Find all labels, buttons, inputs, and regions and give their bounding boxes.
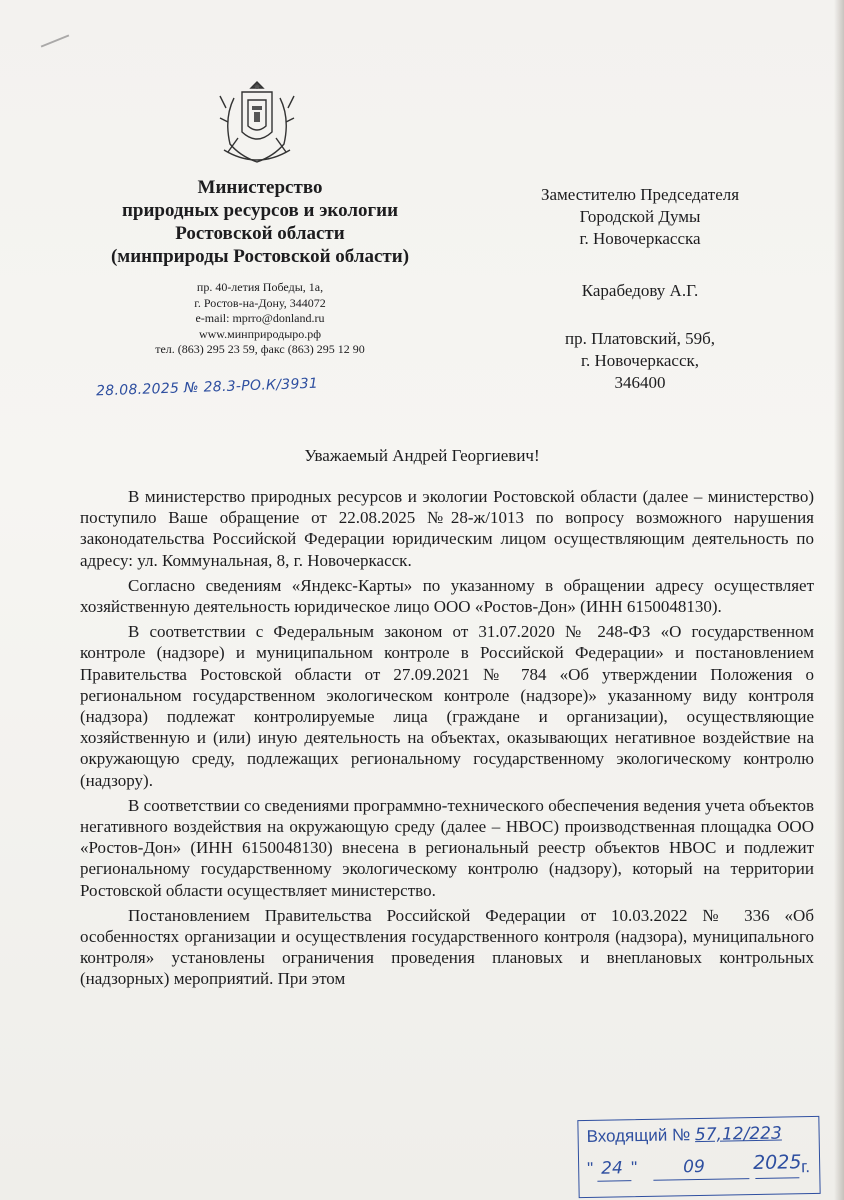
paper-edge-shadow <box>834 0 844 1200</box>
stamp-year-underline <box>755 1177 799 1179</box>
address-line: г. Ростов-на-Дону, 344072 <box>194 295 326 310</box>
stamp-quote-open: " <box>587 1158 594 1178</box>
recipient-address-line: пр. Платовский, 59б, <box>565 329 715 348</box>
stamp-month: 09 <box>683 1156 705 1178</box>
stamp-incoming-number: 57,12/223 <box>694 1123 782 1146</box>
phone-fax-line: тел. (863) 295 23 59, факс (863) 295 12 90 <box>155 342 365 356</box>
stamp-number-row <box>586 1124 782 1147</box>
body-paragraph: Постановлением Правительства Российской Федерации от 10.03.2022 № 336 «Об особенностях организации и осуществления государственного контроля (надзора), муниципального контроля» установлены ограничения проведения плановых и внеплановых контрольных (надзорных) мероприятий. При этом <box>80 905 814 989</box>
sender-address <box>70 280 450 358</box>
recipient-name: Карабедову А.Г. <box>581 281 699 300</box>
recipient-address-line: г. Новочеркасск, <box>580 351 700 370</box>
org-line: природных ресурсов и экологии <box>121 200 399 221</box>
stamp-year-suffix: г. <box>801 1157 811 1177</box>
stamp-month-underline <box>653 1178 749 1181</box>
letter-body <box>80 486 814 994</box>
recipient-address-line: 346400 <box>614 373 666 392</box>
sender-organization <box>70 176 450 268</box>
org-line: Ростовской области <box>175 223 345 244</box>
recipient-block <box>500 184 780 394</box>
salutation: Уважаемый Андрей Георгиевич! <box>304 446 540 465</box>
stamp-label: Входящий № <box>586 1125 691 1146</box>
handwritten-outgoing-number: 28.08.2025 № 28.3-РО.К/3931 <box>95 375 319 400</box>
body-paragraph: В соответствии со сведениями программно-технического обеспечения ведения учета объектов негативного воздействия на окружающую среду (далее – НВОС) производственная площадка ООО «Ростов-Дон» (ИНН 6150048130) внесена в региональный реестр объектов НВОС и подлежит региональному государственному экологическому контролю (надзору), который на территории Ростовской области осуществляет министерство. <box>80 795 814 900</box>
coat-of-arms-emblem <box>214 78 300 168</box>
paper-crease-mark <box>41 34 70 47</box>
website-line: www.минприродыро.рф <box>198 326 322 341</box>
body-paragraph: Согласно сведениям «Яндекс-Карты» по указанному в обращении адресу осуществляет хозяйственную деятельность юридическое лицо ООО «Ростов-Дон» (ИНН 6150048130). <box>80 575 814 617</box>
stamp-date-row <box>587 1151 813 1179</box>
recipient-position: Городской Думы <box>579 207 701 226</box>
stamp-quote-close: " <box>631 1158 638 1178</box>
email-line: e-mail: mprro@donland.ru <box>195 311 325 325</box>
org-line: Министерство <box>197 177 323 198</box>
stamp-day: 24 <box>601 1158 624 1179</box>
body-paragraph: В соответствии с Федеральным законом от 31.07.2020 № 248-ФЗ «О государственном контроле (надзоре) и муниципальном контроле в Российской Федерации» и постановлением Правительства Ростовской области от 27.09.2021 № 784 «Об утверждении Положения о региональном государственном экологическом контроле (надзоре)» указанному виду контроля (надзора) подлежат контролируемые лица (граждане и организации), осуществляющие хозяйственную и (или) иную деятельность на объектах, оказывающих негативное воздействие на окружающую среду, подлежащих региональному государственному экологическому контролю (надзору). <box>80 622 814 790</box>
recipient-position: Заместителю Председателя <box>540 185 740 204</box>
sender-block <box>70 176 450 358</box>
stamp-year: 2025 <box>752 1151 802 1175</box>
stamp-day-underline <box>597 1180 631 1182</box>
recipient-position: г. Новочеркасска <box>579 229 701 248</box>
incoming-registration-stamp <box>577 1116 820 1198</box>
address-line: пр. 40-летия Победы, 1а, <box>196 280 324 294</box>
body-paragraph: В министерство природных ресурсов и экологии Ростовской области (далее – министерство) поступило Ваше обращение от 22.08.2025 №28-ж/1013 по вопросу возможного нарушения законодательства Российской Федерации юридическим лицом осуществляющим деятельность по адресу: ул. Коммунальная, 8, г. Новочеркасск. <box>80 487 814 570</box>
org-line: (минприроды Ростовской области) <box>110 246 410 267</box>
